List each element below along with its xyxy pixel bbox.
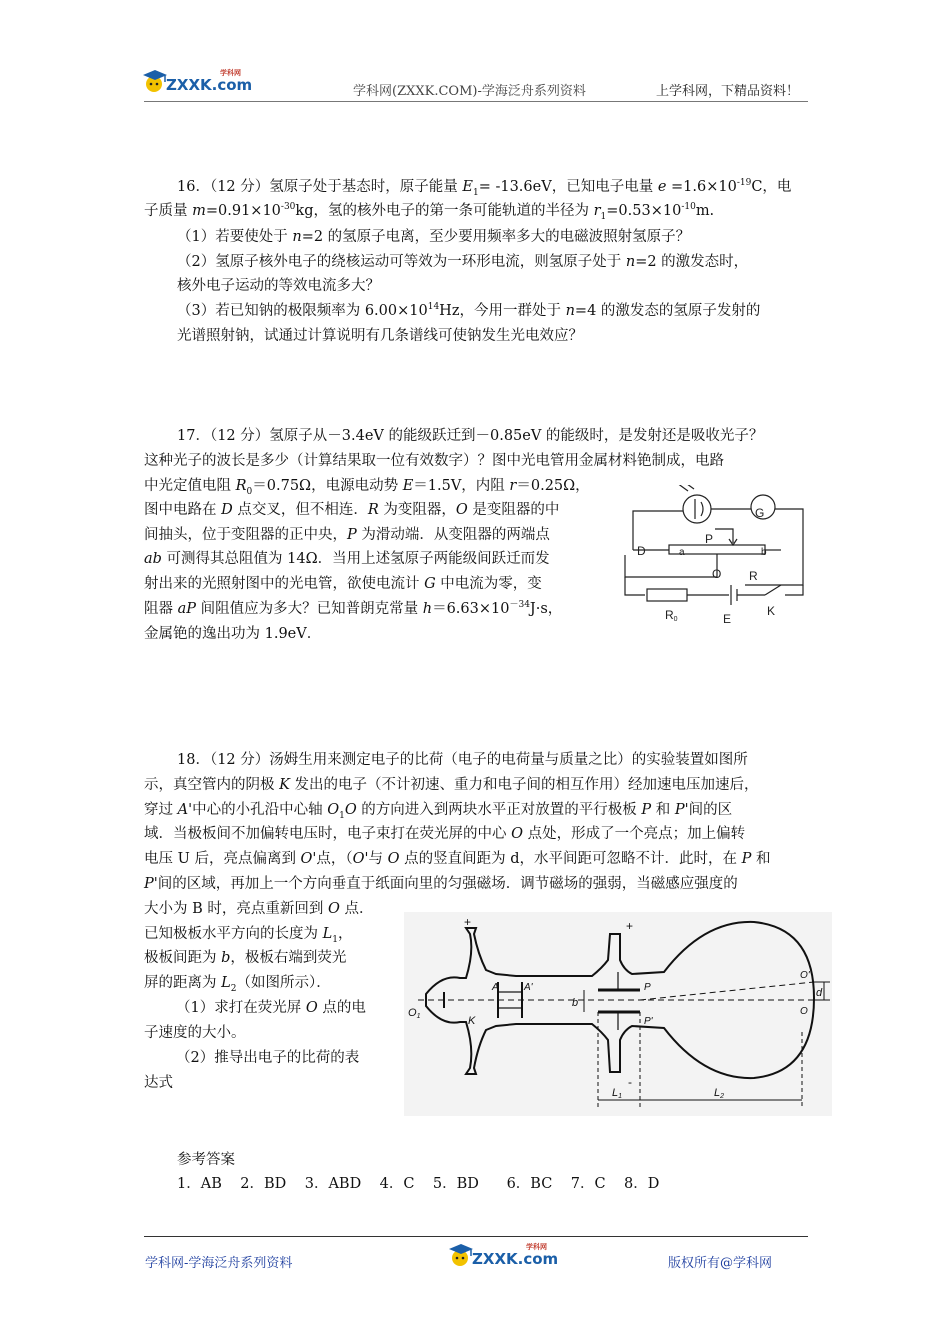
label-A: A (492, 982, 499, 993)
label-L1: L1 (612, 1087, 623, 1100)
label-R: R (749, 569, 758, 583)
q17-line-3: 中光定值电阻 $R_0=0.75\Omega$，电源电动势 E＝1.5V，内阻 r＝0.25Ω， (144, 478, 590, 497)
circuit-diagram (615, 485, 815, 635)
q17-line-9: 金属铯的逸出功为 1.9eV． (144, 626, 322, 642)
footer-left-text: 学科网-学海泛舟系列资料 (145, 1256, 293, 1271)
label-O: O (800, 1006, 808, 1017)
q16-part-3: （3）若已知钠的极限频率为 $6.00\times 10^{14}Hz$，今用一群处于 n=4 的激发态的氢原子发射的 (177, 302, 761, 319)
label-d: d (816, 987, 823, 999)
label-P: P (644, 982, 651, 993)
q18-line-6: P'间的区域，再加上一个方向垂直于纸面向里的匀强磁场．调节磁场的强弱，当磁感应强度的 (144, 876, 738, 892)
q16-line-2: 子质量 $m=0.91\times 10^{-30}kg$，氢的核外电子的第一条可能轨道的半径为 $r_1=0.53\times 10^{-10}m$. (144, 202, 715, 222)
label-minus: - (628, 1075, 632, 1089)
header-logo (140, 66, 253, 98)
label-D: D (637, 544, 646, 558)
switch-K (765, 585, 781, 595)
thomson-tube-diagram (404, 912, 832, 1116)
q18-line-3: 穿过 A'中心的小孔沿中心轴 $O_1O$ 的方向进入到两块水平正对放置的平行极板 P 和 P'间的区 (144, 802, 733, 821)
q18-line-8: 已知极板水平方向的长度为 $L_1$， (144, 926, 353, 945)
label-R0: R0 (665, 608, 678, 623)
label-K: K (767, 604, 776, 618)
label-b: b (761, 547, 767, 558)
logo-text: ZXXK.com (166, 76, 253, 94)
label-b: b (572, 997, 579, 1009)
footer-logo-text: ZXXK.com (472, 1250, 559, 1268)
footer-logo (446, 1240, 559, 1272)
label-O1: O1 (408, 1007, 421, 1020)
phototube-icon (683, 495, 711, 523)
q17-line-5: 间抽头，位于变阻器的正中央，P 为滑动端．从变阻器的两端点 (144, 527, 550, 543)
answers-title: 参考答案 (177, 1152, 235, 1168)
q17-line-6: ab 可测得其总阻值为 14Ω．当用上述氢原子两能级间跃迁而发 (144, 551, 550, 567)
q17-line-2: 这种光子的波长是多少（计算结果取一位有效数字）？图中光电管用金属材料铯制成，电路 (144, 453, 724, 469)
q18-line-5: 电压 U 后，亮点偏离到 O'点，（O'与 O 点的竖直间距为 d，水平间距可忽略不计．此时，在 P 和 (144, 851, 771, 867)
label-G: G (755, 506, 765, 520)
q18-line-4: 域．当极板间不加偏转电压时，电子束打在荧光屏的中心 O 点处，形成了一个亮点；加上偏转 (144, 826, 746, 842)
q17-line-4: 图中电路在 D 点交叉，但不相连．R 为变阻器，O 是变阻器的中 (144, 502, 560, 518)
q17-line-8: 阻器 aP 间阻值应为多大？已知普朗克常量 $h=6.63\times 10^{-34}J\cdot s$， (144, 600, 563, 617)
q18-part-2: （2）推导出电子的比荷的表 (176, 1050, 360, 1066)
q16-part-2: （2）氢原子核外电子的绕核运动可等效为一环形电流，则氢原子处于 n=2 的激发态时， (177, 254, 749, 270)
q16-part-3-cont: 光谱照射钠，试通过计算说明有几条谱线可使钠发生光电效应？ (177, 328, 583, 344)
q18-part-2-cont: 达式 (144, 1075, 173, 1091)
label-Ap: A' (524, 982, 533, 993)
label-Pp: P' (644, 1016, 653, 1027)
label-plus-1: + (464, 915, 472, 929)
q18-line-7: 大小为 B 时，亮点重新回到 O 点． (144, 901, 374, 917)
q18-line-1: 18．（12 分）汤姆生用来测定电子的比荷（电子的电荷量与质量之比）的实验装置如图所 (177, 752, 748, 768)
header-right-text: 上学科网，下精品资料！ (656, 84, 800, 99)
header-rule (144, 101, 808, 102)
label-plus-2: + (626, 919, 634, 933)
footer-logo-small: 学科网 (526, 1243, 547, 1251)
footer-right-text: 版权所有@学科网 (668, 1256, 773, 1271)
q16-part-2-cont: 核外电子运动的等效电流多大？ (177, 278, 380, 294)
q18-line-9: 极板间距为 b，极板右端到荧光 (144, 950, 347, 966)
label-E: E (723, 612, 732, 626)
label-a: a (679, 547, 685, 558)
answers-list: 1．AB 2．BD 3．ABD 4．C 5．BD 6．BC 7．C 8．D (177, 1176, 660, 1192)
q18-line-2: 示，真空管内的阴极 K 发出的电子（不计初速、重力和电子间的相互作用）经加速电压加速后， (144, 777, 759, 793)
label-Op: O' (800, 970, 810, 981)
logo-small-text: 学科网 (220, 69, 241, 77)
q17-line-7: 射出来的光照射图中的光电管，欲使电流计 G 中电流为零，变 (144, 576, 542, 592)
q18-line-10: 屏的距离为 $L_2$（如图所示）． (144, 975, 331, 994)
label-K: K (468, 1015, 476, 1027)
q18-part-1-cont: 子速度的大小。 (144, 1025, 246, 1041)
q16-part-1: （1）若要使处于 n=2 的氢原子电离，至少要用频率多大的电磁波照射氢原子？ (177, 229, 691, 245)
resistor-R0 (647, 589, 687, 601)
q18-part-1: （1）求打在荧光屏 O 点的电 (176, 1000, 366, 1016)
q16-line-1: 16．（12 分）氢原子处于基态时，原子能量 $E_1= -13.6eV$，已知电子电量 $e =1.6\times 10^{-19}C$，电 (177, 178, 792, 198)
header-center-text: 学科网(ZXXK.COM)-学海泛舟系列资料 (353, 84, 586, 99)
label-O: O (712, 567, 722, 581)
footer-rule (144, 1236, 808, 1237)
label-L2: L2 (714, 1087, 725, 1100)
label-P: P (705, 532, 714, 546)
q17-line-1: 17．（12 分）氢原子从－3.4eV 的能级跃迁到－0.85eV 的能级时，是发射还是吸收光子？ (177, 428, 764, 444)
